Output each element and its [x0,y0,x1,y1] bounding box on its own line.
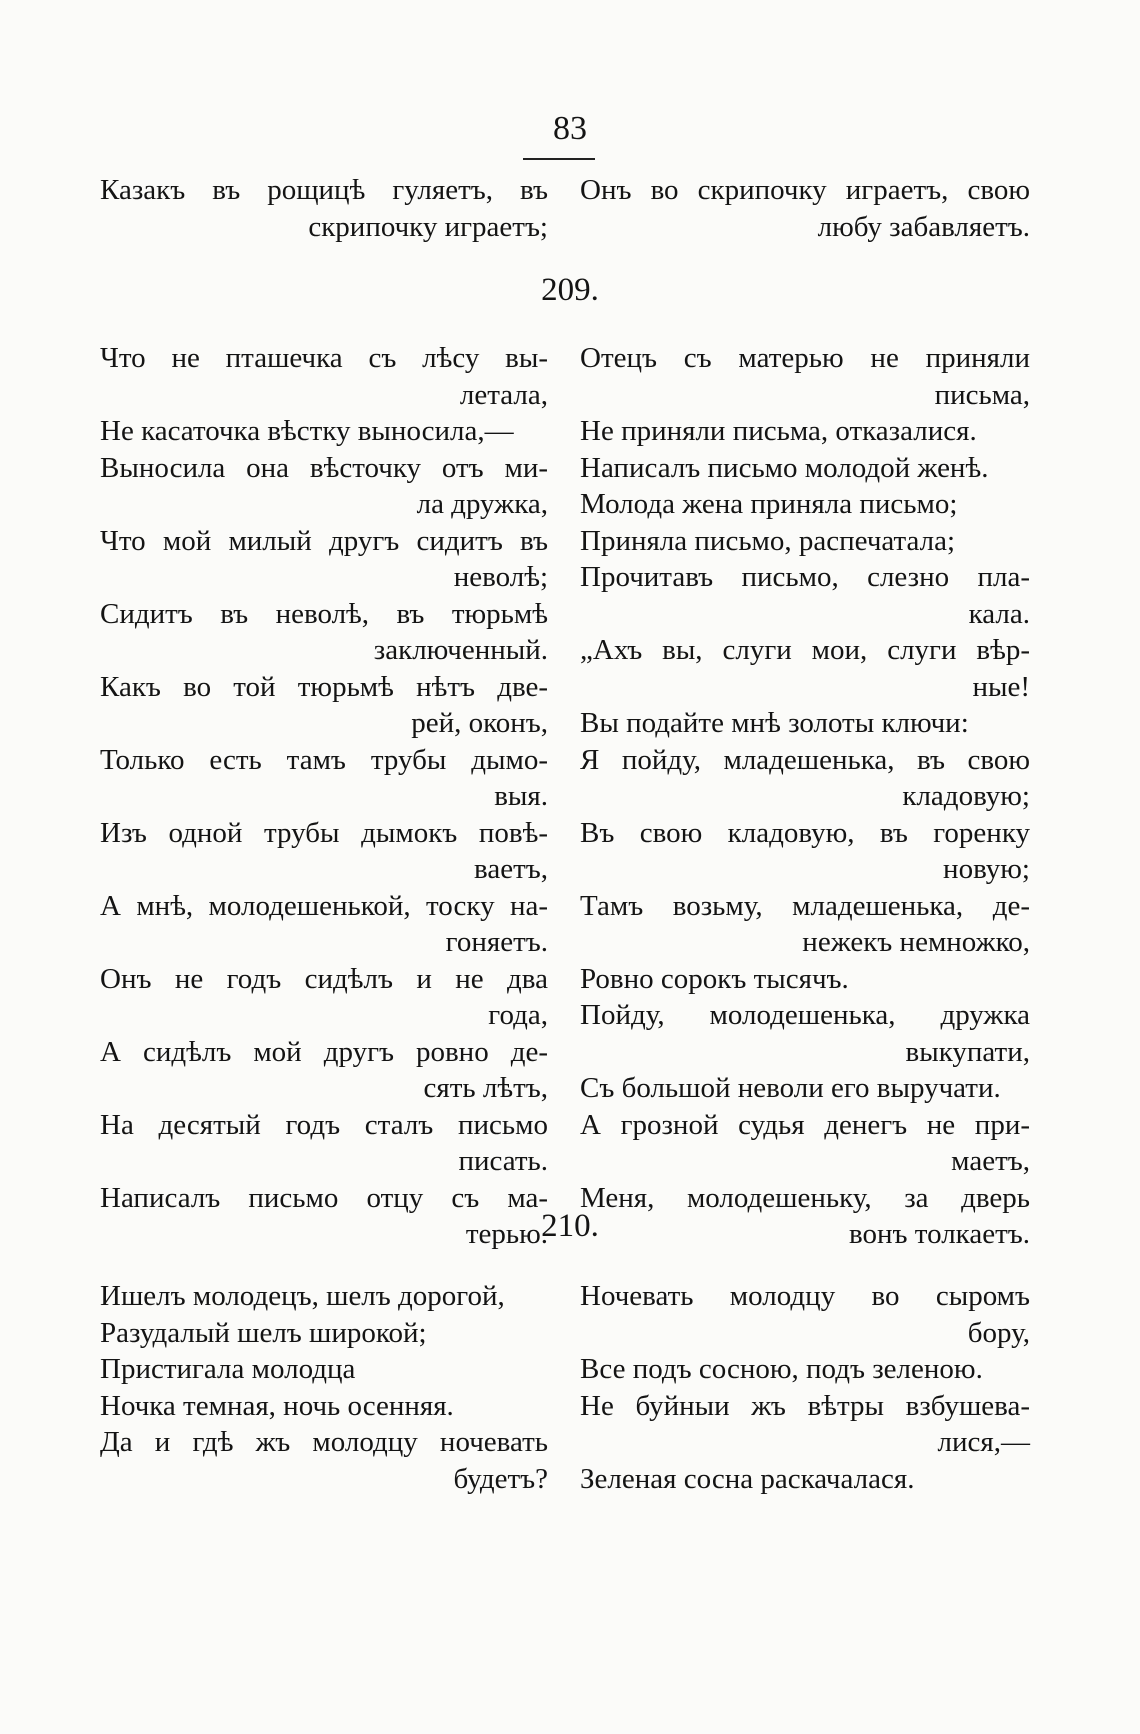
verse-line-continuation: скрипочку играетъ; [308,210,548,243]
verse [100,961,548,1034]
song-number-210: 210. [541,1208,599,1244]
page-number-rule [523,158,595,160]
verse [100,172,548,245]
verse [100,340,548,413]
verse-line: Выносила она вѣсточку отъ ми- [100,451,548,484]
verse-line-continuation: выя. [494,780,548,812]
verse-line-continuation: новую; [943,853,1030,885]
verse [580,486,1030,523]
verse-line: „Ахъ вы, слуги мои, слуги вѣр- [580,634,1030,666]
verse-line: Не касаточка вѣстку выносила,— [100,415,514,447]
verse [580,340,1030,413]
verse-line-continuation: летала, [459,378,548,411]
intro-left-column [100,172,548,245]
verse-line-continuation: будетъ? [453,1462,548,1495]
verse-line-continuation: кладовую; [902,780,1030,812]
verse-line: Пристигала молодца [100,1353,356,1385]
verse-line-continuation: бору, [967,1316,1030,1349]
verse-line: Ночевать молодцу во сыромъ [580,1280,1030,1312]
verse-line: На десятый годъ сталъ письмо [100,1108,548,1141]
verse [580,742,1030,815]
verse [100,413,548,450]
verse [580,1461,1030,1498]
verse [580,1388,1030,1461]
verse-line: Какъ во той тюрьмѣ нѣтъ две- [100,670,548,703]
verse-line-continuation: рей, оконъ, [411,707,548,739]
verse-line: Написалъ письмо отцу съ ма- [100,1181,548,1214]
verse-line: Ночка темная, ночь осенняя. [100,1389,454,1422]
verse-line-continuation: маетъ, [951,1145,1030,1177]
verse [580,1107,1030,1180]
verse [100,815,548,888]
verse [580,997,1030,1070]
verse [100,1315,548,1352]
verse-line: Все подъ сосною, подъ зеленою. [580,1353,983,1385]
verse [580,961,1030,998]
verse-line: Ишелъ молодецъ, шелъ дорогой, [100,1280,505,1312]
verse-line: Приняла письмо, распечатала; [580,524,956,557]
verse [100,888,548,961]
song-209-left-column [100,340,548,1253]
verse [580,172,1030,245]
verse-line: Съ большой неволи его выручати. [580,1072,1001,1104]
page-number: 83 [553,110,587,147]
verse [100,1107,548,1180]
verse-line: Только есть тамъ трубы дымо- [100,743,548,776]
verse-line: Пойду, молодешенька, дружка [580,999,1030,1031]
verse [100,1351,548,1388]
verse-line-continuation: ные! [972,670,1030,703]
verse [580,705,1030,742]
verse [580,1278,1030,1351]
verse [580,559,1030,632]
verse [580,815,1030,888]
verse-line: Ровно сорокъ тысячъ. [580,962,849,995]
verse-line: Сидитъ въ неволѣ, въ тюрьмѣ [100,597,548,630]
verse-line: Я пойду, младешенька, въ свою [580,743,1030,776]
verse [580,413,1030,450]
verse-line-continuation: нежекъ немножко, [802,926,1030,958]
verse-line: А сидѣлъ мой другъ ровно де- [100,1035,548,1068]
verse [100,669,548,742]
verse-line: Прочитавъ письмо, слезно пла- [580,561,1030,593]
verse [580,632,1030,705]
verse [580,1070,1030,1107]
verse-line-continuation: любу забавляетъ. [817,210,1030,243]
song-210-right-column [580,1278,1030,1497]
verse-line-continuation: писать. [458,1145,548,1177]
verse [100,1034,548,1107]
verse-line-continuation: вонъ толкаетъ. [849,1218,1030,1250]
verse-line-continuation: выкупати, [905,1035,1030,1068]
verse-line: Онъ не годъ сидѣлъ и не два [100,962,548,995]
verse-line: Въ свою кладовую, въ горенку [580,816,1030,849]
verse-line-continuation: года, [488,999,548,1031]
verse-line: Что мой милый другъ сидитъ въ [100,524,548,557]
verse-line-continuation: терью. [465,1218,548,1250]
verse-line: Отецъ съ матерью не приняли [580,342,1030,374]
verse-line: Да и гдѣ жъ молодцу ночевать [100,1426,548,1458]
verse-line: Тамъ возьму, младешенька, де- [580,889,1030,922]
verse-line-continuation: сять лѣтъ, [423,1072,548,1104]
verse-line: Разудалый шелъ широкой; [100,1316,427,1349]
verse-line-continuation: лися,— [937,1426,1030,1458]
verse-line: А мнѣ, молодешенькой, тоску на- [100,889,548,922]
verse [580,888,1030,961]
verse-line: Онъ во скрипочку играетъ, свою [580,174,1030,206]
verse-line: Изъ одной трубы дымокъ повѣ- [100,816,548,849]
verse [100,1388,548,1425]
verse-line: Молода жена приняла письмо; [580,488,958,520]
verse [580,1351,1030,1388]
verse [100,1278,548,1315]
verse-line: Вы подайте мнѣ золоты ключи: [580,707,969,739]
verse [100,523,548,596]
verse-line-continuation: ваетъ, [474,853,548,885]
intro-right-column [580,172,1030,245]
verse-line: Меня, молодешеньку, за дверь [580,1181,1030,1214]
verse-line: Написалъ письмо молодой женѣ. [580,451,989,484]
verse-line: Казакъ въ рощицѣ гуляетъ, въ [100,174,548,206]
verse-line-continuation: заключенный. [373,634,548,666]
verse-line-continuation: письма, [934,378,1030,411]
verse-line-continuation: неволѣ; [453,561,548,593]
verse-line: Не буйныи жъ вѣтры взбушева- [580,1389,1030,1422]
verse-line-continuation: гоняетъ. [445,926,548,958]
verse [100,450,548,523]
verse-line: Что не пташечка съ лѣсу вы- [100,342,548,374]
verse-line: Зеленая сосна раскачалася. [580,1462,915,1495]
verse [100,596,548,669]
verse-line: Не приняли письма, отказалися. [580,415,977,447]
song-209-right-column [580,340,1030,1253]
verse-line: А грозной судья денегъ не при- [580,1108,1030,1141]
verse-line-continuation: кала. [968,597,1030,630]
verse-line-continuation: ла дружка, [416,488,548,520]
verse [580,523,1030,560]
verse [580,450,1030,487]
verse [100,742,548,815]
song-210-left-column [100,1278,548,1497]
verse [100,1424,548,1497]
song-number-209: 209. [541,272,599,308]
